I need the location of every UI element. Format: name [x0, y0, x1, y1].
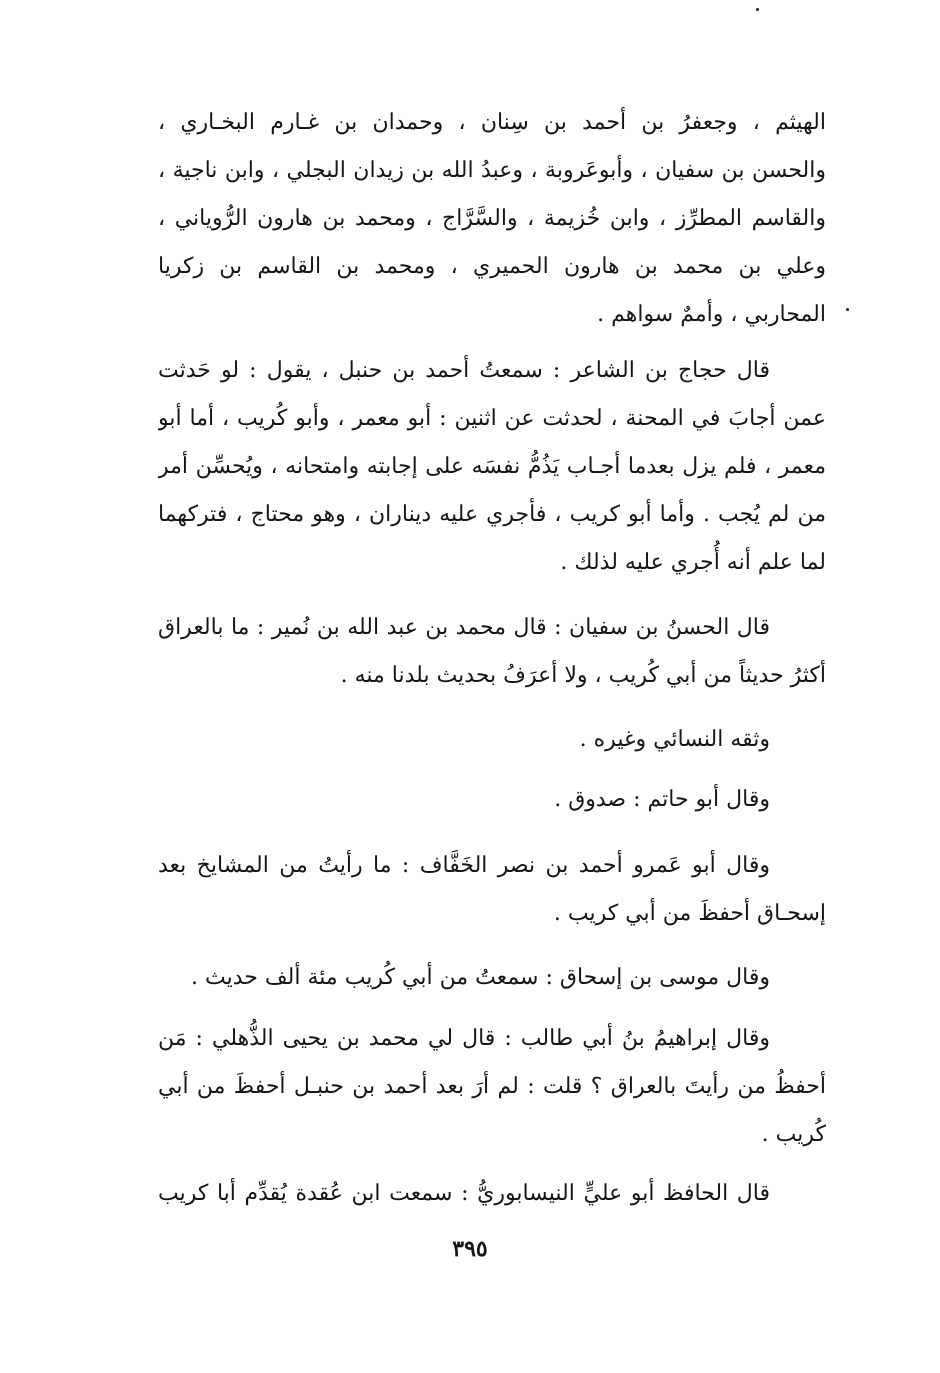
paragraph-hajjaj-quote [158, 347, 826, 587]
paragraph-narrators-list [158, 99, 826, 339]
margin-dot [846, 308, 849, 311]
text-line: وقال موسى بن إسحاق : سمعتُ من أبي كُريب مئة ألف حديث . [191, 965, 770, 990]
text-line: أكثرُ حديثاً من أبي كُريب ، ولا أعرَفُ بحديث بلدنا منه . [340, 663, 826, 688]
paragraph-khaffaf-quote [158, 842, 826, 938]
text-line: وقال أبو عَمرو أحمد بن نصر الخَفَّاف : ما رأيتُ من المشايخ بعد [158, 853, 770, 878]
paragraph-hasan-quote [158, 604, 826, 700]
text-line: والحسن بن سفيان ، وأبوعَروبة ، وعبدُ الله بن زيدان البجلي ، وابن ناجية ، [158, 158, 826, 183]
paragraph-musa-quote [158, 954, 826, 1002]
paragraph-nasai [158, 716, 826, 764]
text-line: كُريب . [761, 1122, 826, 1147]
text-line: عمن أجابَ في المحنة ، لحدثت عن اثنين : أبو معمر ، وأبو كُريب ، أما أبو [158, 406, 826, 431]
text-line: قال الحافظ أبو عليٍّ النيسابوريُّ : سمعت ابن عُقدة يُقدِّم أبا كريب [158, 1181, 770, 1206]
text-line: قال حجاج بن الشاعر : سمعتُ أحمد بن حنبل ، يقول : لو حَدثت [158, 358, 770, 383]
text-line: معمر ، فلم يزل بعدما أجـاب يَذُمُّ نفسَه على إجابته وامتحانه ، ويُحسِّن أمر [158, 454, 826, 479]
paragraph-naysaburi-quote [158, 1170, 826, 1218]
paragraph-abu-hatim [158, 776, 826, 824]
text-line: إسحـاق أحفظَ من أبي كريب . [553, 901, 826, 926]
text-line: وعلي بن محمد بن هارون الحميري ، ومحمد بن القاسم بن زكريا [158, 254, 826, 279]
page-number: ٣٩٥ [452, 1236, 488, 1262]
paragraph-ibrahim-quote [158, 1015, 826, 1159]
text-line: قال الحسنُ بن سفيان : قال محمد بن عبد الله بن نُمير : ما بالعراق [158, 615, 770, 640]
text-line: المحاربي ، وأممٌ سواهم . [597, 302, 826, 327]
text-line: من لم يُجب . وأما أبو كريب ، فأجري عليه ديناران ، وهو محتاج ، فتركهما [158, 502, 826, 527]
text-line: أحفظُ من رأيتَ بالعراق ؟ قلت : لم أرَ بعد أحمد بن حنبـل أحفظَ من أبي [158, 1074, 826, 1099]
text-line: وقال أبو حاتم : صدوق . [554, 787, 770, 812]
text-line: والقاسم المطرِّز ، وابن خُزيمة ، والسَّرَّاج ، ومحمد بن هارون الرُّوياني ، [158, 206, 826, 231]
scan-mark [756, 8, 759, 11]
text-line: وقال إبراهيمُ بنُ أبي طالب : قال لي محمد بن يحيى الذُّهلي : مَن [158, 1026, 770, 1051]
text-line: لما علم أنه أُجري عليه لذلك . [560, 550, 826, 575]
text-line: الهيثم ، وجعفرُ بن أحمد بن سِنان ، وحمدان بن غـارم البخـاري ، [158, 110, 826, 135]
text-line: وثقه النسائي وغيره . [579, 727, 770, 752]
